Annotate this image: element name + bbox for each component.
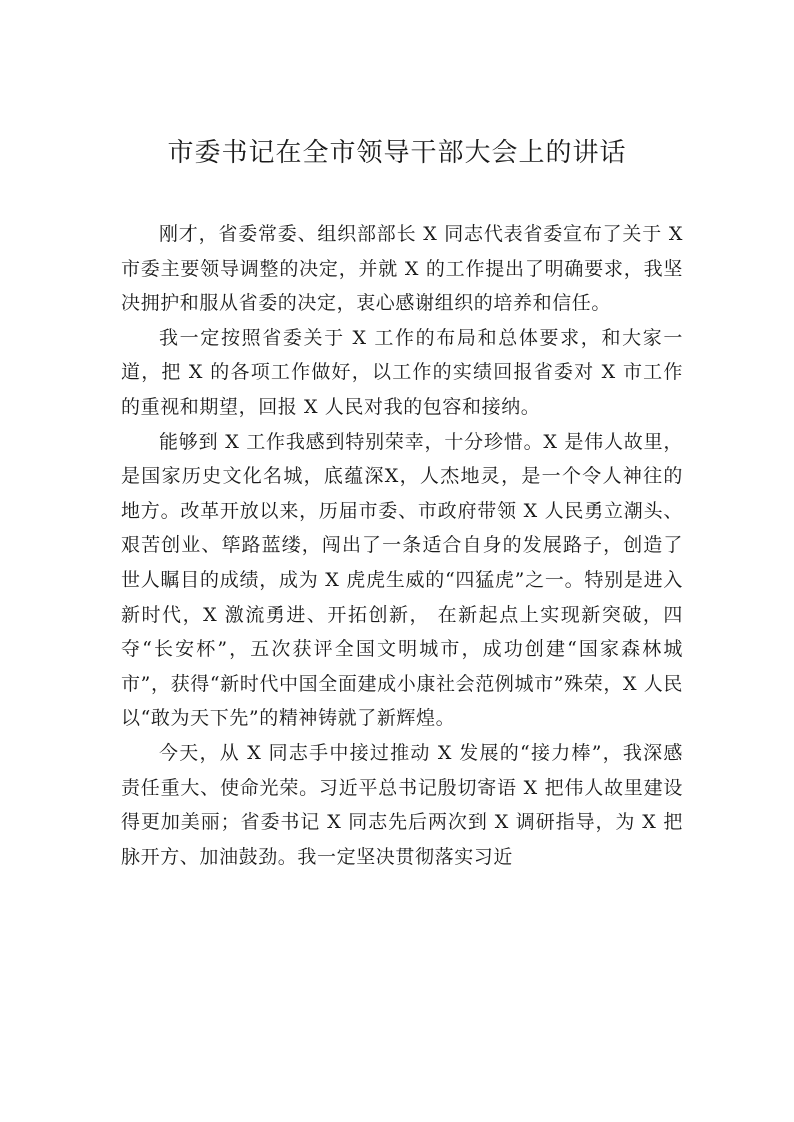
paragraph-3: 能够到 X 工作我感到特别荣幸，十分珍惜。X 是伟人故里，是国家历史文化名城，底蕴深X，人杰地灵，是一个令人神往的地方。改革开放以来，历届市委、市政府带领 X 人民勇立潮头、艰苦创业、筚路蓝缕，闯出了一条适合自身的发展路子，创造了世人瞩目的成绩，成为 X 虎虎生威的“四猛虎”之一。特别是进入新时代，X 激流勇进、开拓创新， 在新起点上实现新突破，四夺“长安杯”，五次获评全国文明城市，成功创建“国家森林城市”，获得“新时代中国全面建成小康社会范例城市”殊荣，X 人民以“敢为天下先”的精神铸就了新辉煌。	[121, 430, 683, 730]
document-title: 市委书记在全市领导干部大会上的讲话	[167, 138, 627, 168]
document-body	[121, 217, 683, 874]
paragraph-1: 刚才，省委常委、组织部部长 X 同志代表省委宣布了关于 X 市委主要领导调整的决定，并就 X 的工作提出了明确要求，我坚决拥护和服从省委的决定，衷心感谢组织的培养和信任。	[121, 223, 683, 315]
paragraph-4: 今天，从 X 同志手中接过推动 X 发展的“接力棒”，我深感责任重大、使命光荣。习近平总书记殷切寄语 X 把伟人故里建设得更加美丽；省委书记 X 同志先后两次到 X 调研指导，为 X 把脉开方、加油鼓劲。我一定坚决贯彻落实习近	[121, 741, 683, 868]
paragraph-2: 我一定按照省委关于 X 工作的布局和总体要求，和大家一道，把 X 的各项工作做好，以工作的实绩回报省委对 X 市工作的重视和期望，回报 X 人民对我的包容和接纳。	[121, 326, 683, 418]
